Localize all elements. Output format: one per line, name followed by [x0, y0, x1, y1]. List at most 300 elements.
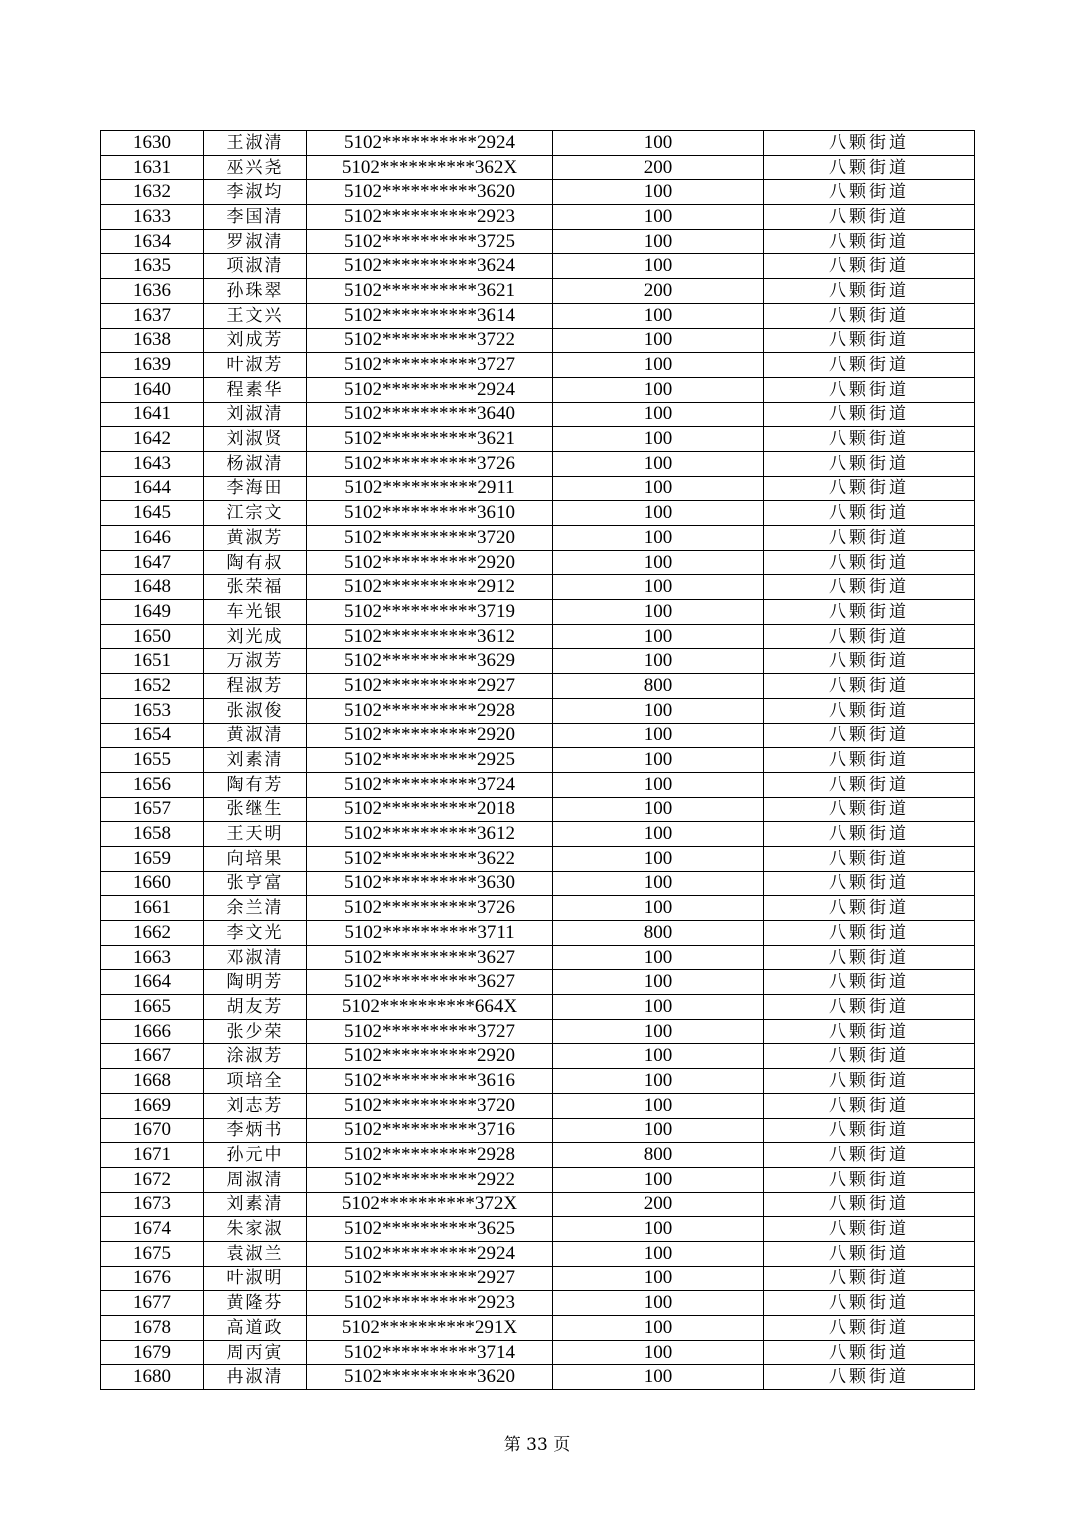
amount-cell: 100	[553, 1118, 764, 1143]
table-row	[101, 600, 975, 625]
street-cell: 八颗街道	[764, 303, 975, 328]
name-cell: 李炳书	[204, 1118, 307, 1143]
amount-cell: 800	[553, 674, 764, 699]
name-cell: 程淑芳	[204, 674, 307, 699]
name-cell: 刘素清	[204, 1192, 307, 1217]
row-number-cell: 1670	[101, 1118, 204, 1143]
id-number-cell: 5102**********3612	[307, 822, 553, 847]
name-cell: 杨淑清	[204, 451, 307, 476]
table-row	[101, 748, 975, 773]
row-number-cell: 1648	[101, 575, 204, 600]
street-cell: 八颗街道	[764, 1217, 975, 1242]
id-number-cell: 5102**********2920	[307, 723, 553, 748]
amount-cell: 100	[553, 353, 764, 378]
table-row	[101, 698, 975, 723]
table-row	[101, 772, 975, 797]
amount-cell: 200	[553, 279, 764, 304]
amount-cell: 100	[553, 180, 764, 205]
amount-cell: 100	[553, 871, 764, 896]
street-cell: 八颗街道	[764, 1316, 975, 1341]
row-number-cell: 1646	[101, 526, 204, 551]
street-cell: 八颗街道	[764, 896, 975, 921]
name-cell: 王淑清	[204, 131, 307, 156]
row-number-cell: 1645	[101, 501, 204, 526]
street-cell: 八颗街道	[764, 451, 975, 476]
amount-cell: 100	[553, 476, 764, 501]
amount-cell: 100	[553, 131, 764, 156]
table-row	[101, 1143, 975, 1168]
id-number-cell: 5102**********3627	[307, 945, 553, 970]
id-number-cell: 5102**********3616	[307, 1069, 553, 1094]
amount-cell: 800	[553, 921, 764, 946]
id-number-cell: 5102**********3610	[307, 501, 553, 526]
name-cell: 李淑均	[204, 180, 307, 205]
id-number-cell: 5102**********3625	[307, 1217, 553, 1242]
street-cell: 八颗街道	[764, 1118, 975, 1143]
name-cell: 向培果	[204, 846, 307, 871]
table-row	[101, 427, 975, 452]
id-number-cell: 5102**********2927	[307, 1266, 553, 1291]
street-cell: 八颗街道	[764, 1192, 975, 1217]
street-cell: 八颗街道	[764, 970, 975, 995]
amount-cell: 100	[553, 748, 764, 773]
table-row	[101, 205, 975, 230]
table-row	[101, 353, 975, 378]
street-cell: 八颗街道	[764, 1241, 975, 1266]
street-cell: 八颗街道	[764, 155, 975, 180]
record-table	[100, 130, 975, 1390]
name-cell: 刘志芳	[204, 1093, 307, 1118]
name-cell: 万淑芳	[204, 649, 307, 674]
street-cell: 八颗街道	[764, 575, 975, 600]
amount-cell: 100	[553, 649, 764, 674]
table-row	[101, 1241, 975, 1266]
name-cell: 黄淑芳	[204, 526, 307, 551]
id-number-cell: 5102**********3614	[307, 303, 553, 328]
table-row	[101, 995, 975, 1020]
amount-cell: 100	[553, 1340, 764, 1365]
amount-cell: 100	[553, 1316, 764, 1341]
street-cell: 八颗街道	[764, 427, 975, 452]
street-cell: 八颗街道	[764, 1365, 975, 1390]
table-row	[101, 945, 975, 970]
street-cell: 八颗街道	[764, 945, 975, 970]
id-number-cell: 5102**********3620	[307, 180, 553, 205]
id-number-cell: 5102**********3714	[307, 1340, 553, 1365]
table-row	[101, 1291, 975, 1316]
name-cell: 项淑清	[204, 254, 307, 279]
row-number-cell: 1667	[101, 1044, 204, 1069]
id-number-cell: 5102**********3719	[307, 600, 553, 625]
amount-cell: 100	[553, 1044, 764, 1069]
amount-cell: 100	[553, 1291, 764, 1316]
table-row	[101, 624, 975, 649]
amount-cell: 100	[553, 772, 764, 797]
id-number-cell: 5102**********3726	[307, 451, 553, 476]
id-number-cell: 5102**********372X	[307, 1192, 553, 1217]
name-cell: 冉淑清	[204, 1365, 307, 1390]
name-cell: 黄隆芬	[204, 1291, 307, 1316]
id-number-cell: 5102**********2925	[307, 748, 553, 773]
table-row	[101, 723, 975, 748]
id-number-cell: 5102**********2920	[307, 1044, 553, 1069]
table-row	[101, 649, 975, 674]
amount-cell: 100	[553, 1365, 764, 1390]
id-number-cell: 5102**********3630	[307, 871, 553, 896]
table-row	[101, 1044, 975, 1069]
amount-cell: 100	[553, 970, 764, 995]
amount-cell: 100	[553, 229, 764, 254]
id-number-cell: 5102**********2018	[307, 797, 553, 822]
id-number-cell: 5102**********2911	[307, 476, 553, 501]
amount-cell: 100	[553, 205, 764, 230]
amount-cell: 100	[553, 1241, 764, 1266]
amount-cell: 100	[553, 1069, 764, 1094]
table-row	[101, 1093, 975, 1118]
row-number-cell: 1658	[101, 822, 204, 847]
amount-cell: 100	[553, 797, 764, 822]
id-number-cell: 5102**********3727	[307, 1019, 553, 1044]
row-number-cell: 1678	[101, 1316, 204, 1341]
row-number-cell: 1655	[101, 748, 204, 773]
amount-cell: 200	[553, 155, 764, 180]
table-row	[101, 526, 975, 551]
name-cell: 张荣福	[204, 575, 307, 600]
name-cell: 叶淑芳	[204, 353, 307, 378]
id-number-cell: 5102**********3724	[307, 772, 553, 797]
street-cell: 八颗街道	[764, 501, 975, 526]
table-row	[101, 550, 975, 575]
amount-cell: 100	[553, 526, 764, 551]
table-row	[101, 970, 975, 995]
id-number-cell: 5102**********2923	[307, 1291, 553, 1316]
street-cell: 八颗街道	[764, 254, 975, 279]
id-number-cell: 5102**********3711	[307, 921, 553, 946]
amount-cell: 100	[553, 1217, 764, 1242]
street-cell: 八颗街道	[764, 1093, 975, 1118]
street-cell: 八颗街道	[764, 624, 975, 649]
street-cell: 八颗街道	[764, 1266, 975, 1291]
amount-cell: 800	[553, 1143, 764, 1168]
name-cell: 张少荣	[204, 1019, 307, 1044]
id-number-cell: 5102**********2927	[307, 674, 553, 699]
table-row	[101, 1167, 975, 1192]
name-cell: 刘淑贤	[204, 427, 307, 452]
row-number-cell: 1664	[101, 970, 204, 995]
row-number-cell: 1677	[101, 1291, 204, 1316]
amount-cell: 100	[553, 328, 764, 353]
row-number-cell: 1634	[101, 229, 204, 254]
id-number-cell: 5102**********664X	[307, 995, 553, 1020]
id-number-cell: 5102**********3720	[307, 526, 553, 551]
row-number-cell: 1654	[101, 723, 204, 748]
row-number-cell: 1653	[101, 698, 204, 723]
amount-cell: 100	[553, 1093, 764, 1118]
amount-cell: 100	[553, 451, 764, 476]
table-row	[101, 674, 975, 699]
row-number-cell: 1640	[101, 377, 204, 402]
name-cell: 刘成芳	[204, 328, 307, 353]
name-cell: 程素华	[204, 377, 307, 402]
name-cell: 朱家淑	[204, 1217, 307, 1242]
row-number-cell: 1630	[101, 131, 204, 156]
street-cell: 八颗街道	[764, 229, 975, 254]
street-cell: 八颗街道	[764, 600, 975, 625]
amount-cell: 100	[553, 1167, 764, 1192]
page-number: 第 33 页	[503, 1435, 571, 1455]
table-row	[101, 303, 975, 328]
row-number-cell: 1672	[101, 1167, 204, 1192]
id-number-cell: 5102**********2923	[307, 205, 553, 230]
record-table-body	[101, 131, 975, 1390]
row-number-cell: 1649	[101, 600, 204, 625]
name-cell: 陶有叔	[204, 550, 307, 575]
table-row	[101, 921, 975, 946]
name-cell: 黄淑清	[204, 723, 307, 748]
row-number-cell: 1671	[101, 1143, 204, 1168]
table-row	[101, 1019, 975, 1044]
id-number-cell: 5102**********3727	[307, 353, 553, 378]
row-number-cell: 1668	[101, 1069, 204, 1094]
row-number-cell: 1644	[101, 476, 204, 501]
amount-cell: 100	[553, 501, 764, 526]
table-row	[101, 797, 975, 822]
name-cell: 李国清	[204, 205, 307, 230]
amount-cell: 100	[553, 377, 764, 402]
row-number-cell: 1642	[101, 427, 204, 452]
row-number-cell: 1652	[101, 674, 204, 699]
name-cell: 孙元中	[204, 1143, 307, 1168]
name-cell: 车光银	[204, 600, 307, 625]
street-cell: 八颗街道	[764, 871, 975, 896]
table-row	[101, 402, 975, 427]
amount-cell: 100	[553, 1266, 764, 1291]
street-cell: 八颗街道	[764, 921, 975, 946]
id-number-cell: 5102**********291X	[307, 1316, 553, 1341]
amount-cell: 100	[553, 1019, 764, 1044]
table-row	[101, 871, 975, 896]
id-number-cell: 5102**********2928	[307, 698, 553, 723]
id-number-cell: 5102**********3621	[307, 427, 553, 452]
amount-cell: 100	[553, 723, 764, 748]
street-cell: 八颗街道	[764, 649, 975, 674]
street-cell: 八颗街道	[764, 550, 975, 575]
name-cell: 叶淑明	[204, 1266, 307, 1291]
row-number-cell: 1657	[101, 797, 204, 822]
amount-cell: 100	[553, 600, 764, 625]
id-number-cell: 5102**********3640	[307, 402, 553, 427]
id-number-cell: 5102**********362X	[307, 155, 553, 180]
table-row	[101, 1192, 975, 1217]
row-number-cell: 1656	[101, 772, 204, 797]
street-cell: 八颗街道	[764, 1167, 975, 1192]
street-cell: 八颗街道	[764, 822, 975, 847]
row-number-cell: 1637	[101, 303, 204, 328]
table-row	[101, 229, 975, 254]
row-number-cell: 1643	[101, 451, 204, 476]
row-number-cell: 1679	[101, 1340, 204, 1365]
table-row	[101, 279, 975, 304]
name-cell: 李文光	[204, 921, 307, 946]
amount-cell: 100	[553, 550, 764, 575]
street-cell: 八颗街道	[764, 1291, 975, 1316]
row-number-cell: 1639	[101, 353, 204, 378]
row-number-cell: 1663	[101, 945, 204, 970]
row-number-cell: 1673	[101, 1192, 204, 1217]
street-cell: 八颗街道	[764, 131, 975, 156]
name-cell: 刘光成	[204, 624, 307, 649]
street-cell: 八颗街道	[764, 748, 975, 773]
row-number-cell: 1641	[101, 402, 204, 427]
name-cell: 李海田	[204, 476, 307, 501]
id-number-cell: 5102**********3716	[307, 1118, 553, 1143]
id-number-cell: 5102**********3621	[307, 279, 553, 304]
table-row	[101, 155, 975, 180]
name-cell: 罗淑清	[204, 229, 307, 254]
table-row	[101, 575, 975, 600]
row-number-cell: 1650	[101, 624, 204, 649]
name-cell: 王文兴	[204, 303, 307, 328]
street-cell: 八颗街道	[764, 1340, 975, 1365]
row-number-cell: 1633	[101, 205, 204, 230]
street-cell: 八颗街道	[764, 1069, 975, 1094]
id-number-cell: 5102**********3720	[307, 1093, 553, 1118]
name-cell: 刘淑清	[204, 402, 307, 427]
table-row	[101, 1118, 975, 1143]
table-row	[101, 180, 975, 205]
row-number-cell: 1636	[101, 279, 204, 304]
row-number-cell: 1661	[101, 896, 204, 921]
amount-cell: 100	[553, 945, 764, 970]
table-row	[101, 1217, 975, 1242]
street-cell: 八颗街道	[764, 846, 975, 871]
id-number-cell: 5102**********2922	[307, 1167, 553, 1192]
street-cell: 八颗街道	[764, 797, 975, 822]
name-cell: 刘素清	[204, 748, 307, 773]
street-cell: 八颗街道	[764, 723, 975, 748]
table-row	[101, 501, 975, 526]
id-number-cell: 5102**********3726	[307, 896, 553, 921]
name-cell: 王天明	[204, 822, 307, 847]
name-cell: 周淑清	[204, 1167, 307, 1192]
table-row	[101, 1266, 975, 1291]
id-number-cell: 5102**********3722	[307, 328, 553, 353]
name-cell: 高道政	[204, 1316, 307, 1341]
name-cell: 陶有芳	[204, 772, 307, 797]
name-cell: 孙珠翠	[204, 279, 307, 304]
amount-cell: 100	[553, 822, 764, 847]
street-cell: 八颗街道	[764, 526, 975, 551]
id-number-cell: 5102**********3629	[307, 649, 553, 674]
table-row	[101, 476, 975, 501]
name-cell: 胡友芳	[204, 995, 307, 1020]
street-cell: 八颗街道	[764, 674, 975, 699]
row-number-cell: 1675	[101, 1241, 204, 1266]
name-cell: 涂淑芳	[204, 1044, 307, 1069]
row-number-cell: 1680	[101, 1365, 204, 1390]
name-cell: 邓淑清	[204, 945, 307, 970]
name-cell: 袁淑兰	[204, 1241, 307, 1266]
id-number-cell: 5102**********3624	[307, 254, 553, 279]
name-cell: 张继生	[204, 797, 307, 822]
id-number-cell: 5102**********3612	[307, 624, 553, 649]
street-cell: 八颗街道	[764, 353, 975, 378]
amount-cell: 100	[553, 575, 764, 600]
row-number-cell: 1660	[101, 871, 204, 896]
street-cell: 八颗街道	[764, 205, 975, 230]
street-cell: 八颗街道	[764, 1019, 975, 1044]
amount-cell: 100	[553, 303, 764, 328]
row-number-cell: 1676	[101, 1266, 204, 1291]
id-number-cell: 5102**********2924	[307, 131, 553, 156]
name-cell: 余兰清	[204, 896, 307, 921]
row-number-cell: 1662	[101, 921, 204, 946]
table-row	[101, 896, 975, 921]
amount-cell: 100	[553, 427, 764, 452]
id-number-cell: 5102**********2920	[307, 550, 553, 575]
amount-cell: 200	[553, 1192, 764, 1217]
table-row	[101, 1340, 975, 1365]
row-number-cell: 1674	[101, 1217, 204, 1242]
street-cell: 八颗街道	[764, 377, 975, 402]
amount-cell: 100	[553, 846, 764, 871]
table-row	[101, 822, 975, 847]
table-row	[101, 131, 975, 156]
id-number-cell: 5102**********3622	[307, 846, 553, 871]
name-cell: 周丙寅	[204, 1340, 307, 1365]
row-number-cell: 1635	[101, 254, 204, 279]
street-cell: 八颗街道	[764, 1143, 975, 1168]
row-number-cell: 1665	[101, 995, 204, 1020]
row-number-cell: 1638	[101, 328, 204, 353]
table-row	[101, 846, 975, 871]
row-number-cell: 1651	[101, 649, 204, 674]
street-cell: 八颗街道	[764, 698, 975, 723]
row-number-cell: 1647	[101, 550, 204, 575]
street-cell: 八颗街道	[764, 279, 975, 304]
id-number-cell: 5102**********2912	[307, 575, 553, 600]
street-cell: 八颗街道	[764, 1044, 975, 1069]
row-number-cell: 1632	[101, 180, 204, 205]
id-number-cell: 5102**********2928	[307, 1143, 553, 1168]
street-cell: 八颗街道	[764, 772, 975, 797]
amount-cell: 100	[553, 254, 764, 279]
amount-cell: 100	[553, 995, 764, 1020]
id-number-cell: 5102**********2924	[307, 1241, 553, 1266]
name-cell: 江宗文	[204, 501, 307, 526]
row-number-cell: 1666	[101, 1019, 204, 1044]
id-number-cell: 5102**********3620	[307, 1365, 553, 1390]
street-cell: 八颗街道	[764, 476, 975, 501]
table-row	[101, 1316, 975, 1341]
id-number-cell: 5102**********3627	[307, 970, 553, 995]
row-number-cell: 1631	[101, 155, 204, 180]
street-cell: 八颗街道	[764, 402, 975, 427]
table-row	[101, 451, 975, 476]
table-row	[101, 254, 975, 279]
street-cell: 八颗街道	[764, 328, 975, 353]
name-cell: 张淑俊	[204, 698, 307, 723]
name-cell: 陶明芳	[204, 970, 307, 995]
table-row	[101, 1365, 975, 1390]
name-cell: 项培全	[204, 1069, 307, 1094]
name-cell: 张亨富	[204, 871, 307, 896]
street-cell: 八颗街道	[764, 995, 975, 1020]
row-number-cell: 1669	[101, 1093, 204, 1118]
table-row	[101, 377, 975, 402]
id-number-cell: 5102**********3725	[307, 229, 553, 254]
amount-cell: 100	[553, 698, 764, 723]
